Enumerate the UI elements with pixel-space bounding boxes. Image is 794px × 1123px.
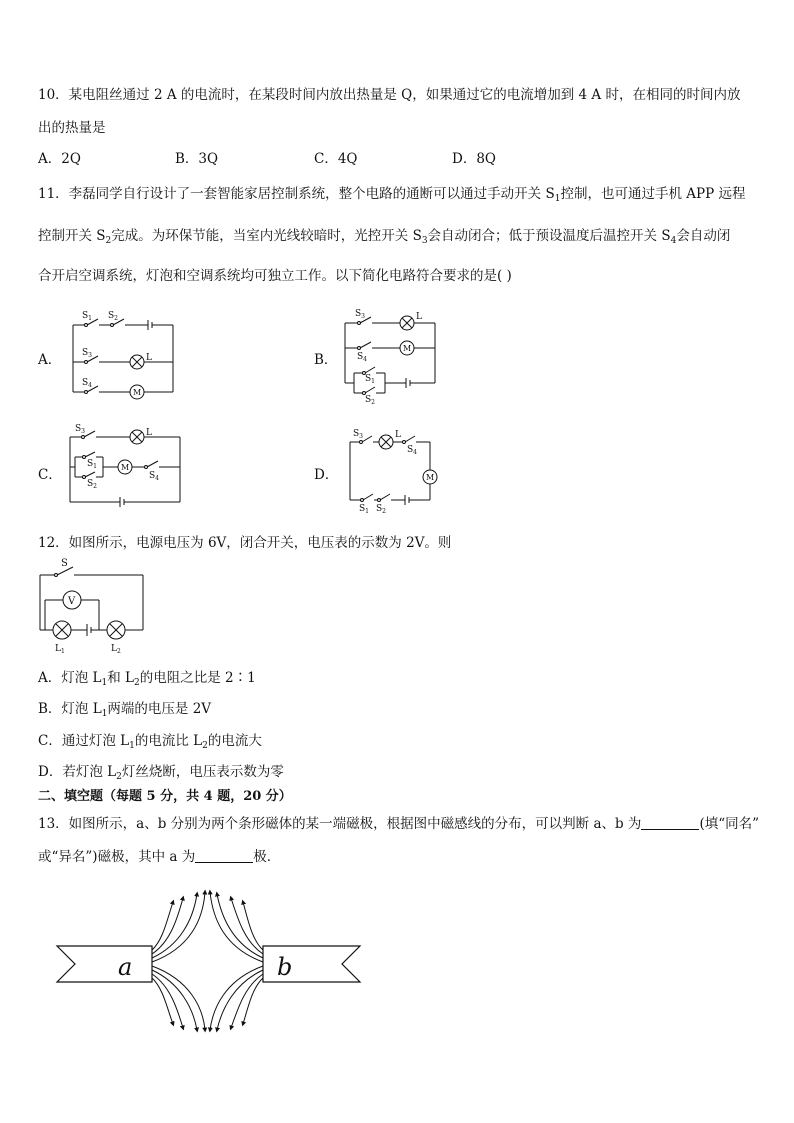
label-s3: $S_3$ bbox=[75, 424, 85, 435]
q10-option-a: A．2Q bbox=[38, 151, 81, 167]
q12-label-l1: $L_1$ bbox=[55, 644, 65, 655]
q12-label-v: V bbox=[68, 596, 76, 607]
q12-a-text-1: A．灯泡 L bbox=[38, 670, 102, 686]
label-s1: $S_1$ bbox=[82, 311, 92, 322]
label-s2: $S_2$ bbox=[376, 504, 386, 515]
circuit-diagram-c bbox=[65, 425, 190, 515]
q11-line2-text-b: 完成。为环保节能，当室内光线较暗时，光控开关 S bbox=[111, 228, 422, 244]
q10-option-c: C．4Q bbox=[314, 151, 358, 167]
q12-c-text-3: 的电流大 bbox=[207, 733, 262, 749]
q12-option-b bbox=[38, 697, 211, 719]
q12-b-text-1: B．灯泡 L bbox=[38, 701, 102, 717]
q11-line2 bbox=[38, 224, 730, 246]
circuit-diagram-d bbox=[345, 425, 445, 515]
q12-c-sub-1: 1 bbox=[129, 741, 135, 751]
q13-line2-text-a: 或“异名”)磁极，其中 a 为 bbox=[38, 849, 196, 865]
q11-line2-sub2: 3 bbox=[421, 236, 428, 246]
q11-line1-sub: 1 bbox=[554, 194, 561, 204]
label-s1: $S_1$ bbox=[359, 504, 369, 515]
label-s4: $S_4$ bbox=[82, 378, 92, 389]
q13-line2-text-b: 极． bbox=[253, 849, 281, 865]
label-l: L bbox=[395, 430, 401, 440]
q11-line3: 合开启空调系统，灯泡和空调系统均可独立工作。以下简化电路符合要求的是( ) bbox=[38, 268, 512, 284]
magnet-a-label: a bbox=[118, 953, 133, 981]
q12-option-c bbox=[38, 729, 262, 751]
q10-line2: 出的热量是 bbox=[38, 120, 106, 136]
magnet-a bbox=[57, 946, 152, 982]
circuit-diagram-a bbox=[65, 305, 185, 400]
q10-line1: 10．某电阻丝通过 2 A 的电流时，在某段时间内放出热量是 Q，如果通过它的电流增加到 4 A 时，在相同的时间内放 bbox=[38, 87, 741, 103]
q11-option-b-label: B． bbox=[314, 352, 338, 368]
q10-option-b: B．3Q bbox=[175, 151, 219, 167]
q12-c-text-2: 的电流比 L bbox=[134, 733, 203, 749]
label-l: L bbox=[416, 312, 422, 322]
q13-line1 bbox=[38, 812, 759, 832]
section-heading: 二、填空题（每题 5 分，共 4 题，20 分） bbox=[38, 789, 292, 804]
label-s4: $S_4$ bbox=[149, 471, 159, 482]
q11-line2-sub3: 4 bbox=[670, 236, 677, 246]
label-s1: $S_1$ bbox=[365, 374, 375, 385]
q12-d-sub-1: 2 bbox=[116, 772, 122, 782]
q12-b-text-2: 两端的电压是 2V bbox=[107, 701, 212, 717]
q12-a-text-3: 的电阻之比是 2∶1 bbox=[139, 670, 256, 686]
label-s4: $S_4$ bbox=[357, 352, 367, 363]
label-s3: $S_3$ bbox=[355, 309, 365, 320]
label-m: M bbox=[403, 344, 412, 353]
label-s3: $S_3$ bbox=[82, 348, 92, 359]
q12-d-text-1: D．若灯泡 L bbox=[38, 764, 117, 780]
q12-a-sub-2: 2 bbox=[134, 678, 140, 688]
q13-blank-1[interactable] bbox=[641, 817, 699, 830]
label-s1: $S_1$ bbox=[87, 459, 97, 470]
label-s2: $S_2$ bbox=[87, 479, 97, 490]
magnet-b-label: b bbox=[277, 953, 293, 981]
q11-line2-text-a: 控制开关 S bbox=[38, 228, 106, 244]
q12-option-a bbox=[38, 666, 256, 688]
label-s3: $S_3$ bbox=[353, 429, 363, 440]
q11-option-a-label: A． bbox=[38, 352, 62, 368]
q11-line2-text-c: 会自动闭合；低于预设温度后温控开关 S bbox=[427, 228, 671, 244]
q12-label-s: S bbox=[61, 558, 68, 569]
q12-label-l2: $L_2$ bbox=[111, 644, 121, 655]
label-s4: $S_4$ bbox=[407, 445, 417, 456]
q10-option-d: D．8Q bbox=[452, 151, 496, 167]
q13-line1-text-b: (填“同名” bbox=[699, 816, 760, 832]
q11-line1-text-a: 11．李磊同学自行设计了一套智能家居控制系统，整个电路的通断可以通过手动开关 S bbox=[38, 186, 555, 202]
q12-b-sub-1: 1 bbox=[101, 709, 108, 719]
q12-option-d bbox=[38, 760, 284, 782]
q11-line1-text-b: 控制，也可通过手机 APP 远程 bbox=[560, 186, 746, 202]
q12-stem: 12．如图所示，电源电压为 6V，闭合开关，电压表的示数为 2V。则 bbox=[38, 535, 452, 551]
q13-line1-text-a: 13．如图所示，a、b 分别为两个条形磁体的某一端磁极，根据图中磁感线的分布，可以判断 a、b 为 bbox=[38, 816, 642, 832]
q12-c-sub-2: 2 bbox=[202, 741, 208, 751]
q12-d-text-2: 灯丝烧断，电压表示数为零 bbox=[121, 764, 284, 780]
q11-line2-text-d: 会自动闭 bbox=[676, 228, 731, 244]
label-m: M bbox=[426, 473, 435, 482]
q12-c-text-1: C．通过灯泡 L bbox=[38, 733, 130, 749]
label-s2: $S_2$ bbox=[365, 395, 375, 406]
q13-blank-2[interactable] bbox=[195, 850, 253, 863]
q11-line1 bbox=[38, 182, 745, 204]
magnet-field-diagram bbox=[55, 890, 375, 1030]
label-m: M bbox=[121, 463, 130, 472]
q12-a-sub-1: 1 bbox=[101, 678, 108, 688]
q11-line2-sub1: 2 bbox=[105, 236, 112, 246]
q13-line2 bbox=[38, 845, 280, 865]
q12-a-text-2: 和 L bbox=[107, 670, 135, 686]
label-l: L bbox=[146, 428, 152, 438]
circuit-diagram-b bbox=[340, 305, 450, 405]
label-l: L bbox=[146, 353, 152, 363]
label-m: M bbox=[133, 388, 142, 397]
q11-option-c-label: C． bbox=[38, 467, 62, 483]
label-s2: $S_2$ bbox=[108, 311, 118, 322]
q12-circuit-diagram bbox=[35, 558, 150, 653]
q11-option-d-label: D． bbox=[314, 467, 339, 483]
